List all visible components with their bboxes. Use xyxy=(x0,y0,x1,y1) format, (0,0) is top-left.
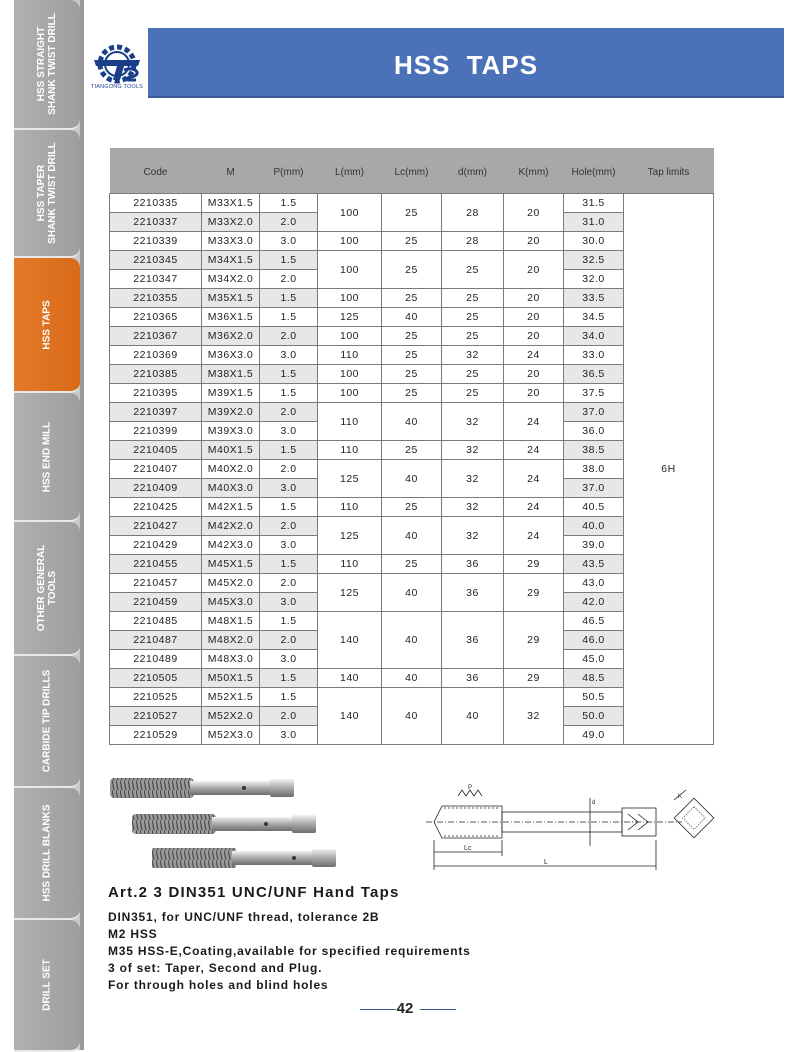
cell-code: 2210457 xyxy=(110,574,202,593)
cell-length: 125 xyxy=(318,574,382,612)
cell-thread: M52X2.0 xyxy=(202,707,260,726)
cell-length: 140 xyxy=(318,612,382,669)
cell-hole: 50.5 xyxy=(564,688,624,707)
cell-pitch: 1.5 xyxy=(260,612,318,631)
cell-code: 2210399 xyxy=(110,422,202,441)
cell-square: 20 xyxy=(504,289,564,308)
cell-code: 2210339 xyxy=(110,232,202,251)
table-row xyxy=(110,441,714,460)
column-header: Hole(mm) xyxy=(564,148,624,194)
cell-length: 110 xyxy=(318,403,382,441)
table-row xyxy=(110,669,714,688)
product-desc-line: For through holes and blind holes xyxy=(108,978,329,992)
cell-square: 20 xyxy=(504,232,564,251)
table-row xyxy=(110,384,714,403)
cell-thread-length: 25 xyxy=(382,251,442,289)
cell-thread: M48X3.0 xyxy=(202,650,260,669)
cell-thread: M50X1.5 xyxy=(202,669,260,688)
cell-hole: 30.0 xyxy=(564,232,624,251)
cell-hole: 40.0 xyxy=(564,517,624,536)
cell-square: 24 xyxy=(504,498,564,517)
cell-shank-diameter: 32 xyxy=(442,460,504,498)
cell-thread-length: 40 xyxy=(382,688,442,745)
column-header: Code xyxy=(110,148,202,194)
side-tab-hss-end-mill[interactable] xyxy=(14,393,80,522)
taps-table xyxy=(109,148,714,745)
cell-hole: 34.5 xyxy=(564,308,624,327)
side-tab-drill-set[interactable] xyxy=(14,920,80,1052)
table-row xyxy=(110,289,714,308)
title-banner xyxy=(148,28,784,98)
cell-code: 2210455 xyxy=(110,555,202,574)
cell-length: 100 xyxy=(318,327,382,346)
cell-length: 125 xyxy=(318,460,382,498)
cell-code: 2210337 xyxy=(110,213,202,232)
cell-thread: M38X1.5 xyxy=(202,365,260,384)
side-tab-label: DRILL SET xyxy=(41,959,53,1011)
cell-shank-diameter: 25 xyxy=(442,327,504,346)
label-lc: Lc xyxy=(464,845,472,852)
cell-hole: 32.5 xyxy=(564,251,624,270)
cell-pitch: 2.0 xyxy=(260,403,318,422)
cell-hole: 39.0 xyxy=(564,536,624,555)
table-header-row xyxy=(110,148,714,194)
cell-hole: 50.0 xyxy=(564,707,624,726)
cell-thread-length: 25 xyxy=(382,365,442,384)
cell-hole: 37.5 xyxy=(564,384,624,403)
cell-square: 24 xyxy=(504,517,564,555)
cell-hole: 40.5 xyxy=(564,498,624,517)
cell-thread-length: 25 xyxy=(382,555,442,574)
cell-thread-length: 40 xyxy=(382,460,442,498)
table-row xyxy=(110,346,714,365)
cell-pitch: 1.5 xyxy=(260,365,318,384)
table-row xyxy=(110,688,714,707)
cell-hole: 31.5 xyxy=(564,194,624,213)
side-tab-carbide-tip-drills[interactable] xyxy=(14,656,80,788)
cell-length: 100 xyxy=(318,251,382,289)
table-row xyxy=(110,365,714,384)
cell-shank-diameter: 32 xyxy=(442,517,504,555)
cell-thread: M45X3.0 xyxy=(202,593,260,612)
cell-thread: M40X3.0 xyxy=(202,479,260,498)
cell-length: 110 xyxy=(318,346,382,365)
cell-pitch: 2.0 xyxy=(260,213,318,232)
cell-shank-diameter: 25 xyxy=(442,308,504,327)
cell-thread-length: 25 xyxy=(382,232,442,251)
cell-shank-diameter: 32 xyxy=(442,346,504,365)
cell-pitch: 1.5 xyxy=(260,289,318,308)
cell-hole: 48.5 xyxy=(564,669,624,688)
cell-pitch: 2.0 xyxy=(260,327,318,346)
table-row xyxy=(110,555,714,574)
side-tab-hss-straight-shank-twist-drill[interactable] xyxy=(14,0,80,130)
cell-shank-diameter: 28 xyxy=(442,194,504,232)
cell-thread: M40X2.0 xyxy=(202,460,260,479)
side-tab-hss-taper-shank-twist-drill[interactable] xyxy=(14,130,80,258)
cell-length: 110 xyxy=(318,555,382,574)
cell-square: 20 xyxy=(504,308,564,327)
cell-square: 24 xyxy=(504,403,564,441)
table-row xyxy=(110,403,714,422)
cell-thread-length: 25 xyxy=(382,498,442,517)
cell-length: 100 xyxy=(318,384,382,403)
tap-taper xyxy=(110,778,294,798)
cell-thread-length: 40 xyxy=(382,403,442,441)
cell-code: 2210407 xyxy=(110,460,202,479)
cell-thread-length: 40 xyxy=(382,612,442,669)
cell-shank-diameter: 36 xyxy=(442,612,504,669)
cell-shank-diameter: 40 xyxy=(442,688,504,745)
page-number: 42 xyxy=(396,1000,414,1017)
cell-code: 2210397 xyxy=(110,403,202,422)
cell-hole: 32.0 xyxy=(564,270,624,289)
table-row xyxy=(110,574,714,593)
cell-pitch: 2.0 xyxy=(260,517,318,536)
tap-dimension-diagram xyxy=(424,780,724,876)
side-tab-label: HSS DRILL BLANKS xyxy=(41,804,53,902)
cell-code: 2210385 xyxy=(110,365,202,384)
cell-square: 20 xyxy=(504,365,564,384)
cell-square: 24 xyxy=(504,441,564,460)
cell-thread: M36X1.5 xyxy=(202,308,260,327)
side-tab-hss-drill-blanks[interactable] xyxy=(14,788,80,920)
cell-length: 140 xyxy=(318,669,382,688)
cell-pitch: 2.0 xyxy=(260,270,318,289)
cell-length: 110 xyxy=(318,498,382,517)
cell-square: 29 xyxy=(504,669,564,688)
cell-square: 24 xyxy=(504,346,564,365)
cell-square: 24 xyxy=(504,460,564,498)
cell-thread: M39X2.0 xyxy=(202,403,260,422)
cell-length: 125 xyxy=(318,517,382,555)
product-title: Art.2 3 DIN351 UNC/UNF Hand Taps xyxy=(108,884,400,901)
cell-code: 2210345 xyxy=(110,251,202,270)
cell-hole: 37.0 xyxy=(564,479,624,498)
table-row xyxy=(110,517,714,536)
column-header: P(mm) xyxy=(260,148,318,194)
side-tab-label: HSS TAPS xyxy=(41,299,53,350)
cell-code: 2210487 xyxy=(110,631,202,650)
cell-square: 29 xyxy=(504,574,564,612)
cell-thread-length: 40 xyxy=(382,517,442,555)
cell-thread: M45X1.5 xyxy=(202,555,260,574)
cell-square: 20 xyxy=(504,194,564,232)
label-p: P xyxy=(468,785,473,791)
cell-code: 2210489 xyxy=(110,650,202,669)
table-body xyxy=(110,194,714,745)
cell-pitch: 1.5 xyxy=(260,555,318,574)
cell-thread-length: 25 xyxy=(382,289,442,308)
cell-pitch: 2.0 xyxy=(260,631,318,650)
cell-pitch: 1.5 xyxy=(260,251,318,270)
side-tab-label: HSS END MILL xyxy=(41,421,53,492)
label-k: K xyxy=(678,794,683,800)
cell-square: 20 xyxy=(504,327,564,346)
cell-code: 2210355 xyxy=(110,289,202,308)
cell-shank-diameter: 25 xyxy=(442,251,504,289)
cell-pitch: 1.5 xyxy=(260,441,318,460)
cell-hole: 33.0 xyxy=(564,346,624,365)
table-row xyxy=(110,194,714,213)
cell-thread-length: 40 xyxy=(382,669,442,688)
cell-hole: 38.5 xyxy=(564,441,624,460)
product-desc-line: DIN351, for UNC/UNF thread, tolerance 2B xyxy=(108,910,380,924)
cell-square: 20 xyxy=(504,251,564,289)
column-header: Tap limits xyxy=(624,148,714,194)
cell-thread: M52X3.0 xyxy=(202,726,260,745)
cell-code: 2210367 xyxy=(110,327,202,346)
cell-code: 2210335 xyxy=(110,194,202,213)
cell-code: 2210505 xyxy=(110,669,202,688)
cell-length: 100 xyxy=(318,365,382,384)
cell-hole: 46.0 xyxy=(564,631,624,650)
cell-hole: 36.5 xyxy=(564,365,624,384)
cell-pitch: 1.5 xyxy=(260,194,318,213)
side-tab-label: HSS STRAIGHT SHANK TWIST DRILL xyxy=(36,13,58,115)
product-desc-line: M35 HSS-E,Coating,available for specified requirements xyxy=(108,944,471,958)
cell-hole: 46.5 xyxy=(564,612,624,631)
cell-thread-length: 25 xyxy=(382,327,442,346)
cell-shank-diameter: 32 xyxy=(442,441,504,460)
cell-thread-length: 25 xyxy=(382,441,442,460)
cell-thread: M33X1.5 xyxy=(202,194,260,213)
cell-pitch: 2.0 xyxy=(260,574,318,593)
cell-pitch: 3.0 xyxy=(260,593,318,612)
page-number-rule-right xyxy=(420,1009,456,1010)
label-l: L xyxy=(544,859,548,866)
cell-shank-diameter: 25 xyxy=(442,365,504,384)
cell-tap-limits: 6H xyxy=(624,194,714,745)
cell-length: 100 xyxy=(318,232,382,251)
side-tab-label: HSS TAPER SHANK TWIST DRILL xyxy=(36,142,58,244)
cell-hole: 43.0 xyxy=(564,574,624,593)
cell-pitch: 3.0 xyxy=(260,422,318,441)
cell-thread: M40X1.5 xyxy=(202,441,260,460)
side-tab-hss-taps[interactable] xyxy=(14,258,80,393)
table-row xyxy=(110,498,714,517)
cell-shank-diameter: 36 xyxy=(442,555,504,574)
cell-shank-diameter: 36 xyxy=(442,669,504,688)
cell-square: 20 xyxy=(504,384,564,403)
cell-code: 2210459 xyxy=(110,593,202,612)
cell-code: 2210527 xyxy=(110,707,202,726)
cell-thread: M48X2.0 xyxy=(202,631,260,650)
cell-pitch: 1.5 xyxy=(260,669,318,688)
side-tab-label: OTHER GENERAL TOOLS xyxy=(36,544,58,632)
cell-code: 2210529 xyxy=(110,726,202,745)
cell-thread: M48X1.5 xyxy=(202,612,260,631)
cell-code: 2210427 xyxy=(110,517,202,536)
label-d: d xyxy=(592,800,596,806)
cell-thread-length: 25 xyxy=(382,384,442,403)
cell-thread: M35X1.5 xyxy=(202,289,260,308)
table-row xyxy=(110,232,714,251)
page-title: HSS TAPS xyxy=(393,50,539,80)
cell-pitch: 1.5 xyxy=(260,498,318,517)
cell-shank-diameter: 32 xyxy=(442,403,504,441)
cell-hole: 36.0 xyxy=(564,422,624,441)
cell-length: 140 xyxy=(318,688,382,745)
cell-thread: M42X1.5 xyxy=(202,498,260,517)
cell-pitch: 3.0 xyxy=(260,232,318,251)
cell-pitch: 2.0 xyxy=(260,460,318,479)
cell-pitch: 1.5 xyxy=(260,384,318,403)
column-header: K(mm) xyxy=(504,148,564,194)
cell-thread: M42X3.0 xyxy=(202,536,260,555)
table-row xyxy=(110,327,714,346)
cell-thread-length: 25 xyxy=(382,346,442,365)
cell-shank-diameter: 36 xyxy=(442,574,504,612)
cell-hole: 38.0 xyxy=(564,460,624,479)
cell-pitch: 3.0 xyxy=(260,346,318,365)
cell-thread: M34X2.0 xyxy=(202,270,260,289)
cell-thread: M52X1.5 xyxy=(202,688,260,707)
cell-thread: M34X1.5 xyxy=(202,251,260,270)
cell-thread: M42X2.0 xyxy=(202,517,260,536)
cell-shank-diameter: 25 xyxy=(442,384,504,403)
table-row xyxy=(110,251,714,270)
table-row xyxy=(110,612,714,631)
cell-hole: 49.0 xyxy=(564,726,624,745)
cell-hole: 42.0 xyxy=(564,593,624,612)
cell-code: 2210365 xyxy=(110,308,202,327)
cell-thread: M36X2.0 xyxy=(202,327,260,346)
product-desc-line: 3 of set: Taper, Second and Plug. xyxy=(108,961,323,975)
cell-pitch: 1.5 xyxy=(260,308,318,327)
cell-shank-diameter: 32 xyxy=(442,498,504,517)
column-header: d(mm) xyxy=(442,148,504,194)
cell-thread: M45X2.0 xyxy=(202,574,260,593)
cell-code: 2210369 xyxy=(110,346,202,365)
cell-thread-length: 25 xyxy=(382,194,442,232)
cell-code: 2210347 xyxy=(110,270,202,289)
cell-hole: 31.0 xyxy=(564,213,624,232)
cell-square: 32 xyxy=(504,688,564,745)
table-row xyxy=(110,308,714,327)
hand-taps-illustration xyxy=(104,770,354,882)
cell-hole: 37.0 xyxy=(564,403,624,422)
column-header: L(mm) xyxy=(318,148,382,194)
cell-length: 125 xyxy=(318,308,382,327)
cell-shank-diameter: 25 xyxy=(442,289,504,308)
cell-code: 2210429 xyxy=(110,536,202,555)
cell-thread: M39X1.5 xyxy=(202,384,260,403)
cell-code: 2210405 xyxy=(110,441,202,460)
cell-length: 100 xyxy=(318,194,382,232)
column-header: M xyxy=(202,148,260,194)
cell-code: 2210485 xyxy=(110,612,202,631)
cell-hole: 33.5 xyxy=(564,289,624,308)
cell-code: 2210409 xyxy=(110,479,202,498)
cell-thread-length: 40 xyxy=(382,574,442,612)
product-desc-line: M2 HSS xyxy=(108,927,158,941)
side-tab-label: CARBIDE TIP DRILLS xyxy=(41,669,53,773)
cell-hole: 43.5 xyxy=(564,555,624,574)
column-header: Lc(mm) xyxy=(382,148,442,194)
cell-hole: 45.0 xyxy=(564,650,624,669)
side-tab-other-general-tools[interactable] xyxy=(14,522,80,656)
taps-table-container xyxy=(109,148,713,745)
cell-thread: M39X3.0 xyxy=(202,422,260,441)
cell-code: 2210425 xyxy=(110,498,202,517)
cell-pitch: 3.0 xyxy=(260,726,318,745)
cell-square: 29 xyxy=(504,612,564,669)
cell-pitch: 2.0 xyxy=(260,707,318,726)
cell-code: 2210395 xyxy=(110,384,202,403)
cell-pitch: 3.0 xyxy=(260,650,318,669)
cell-pitch: 3.0 xyxy=(260,536,318,555)
cell-pitch: 1.5 xyxy=(260,688,318,707)
cell-thread-length: 40 xyxy=(382,308,442,327)
table-row xyxy=(110,460,714,479)
cell-pitch: 3.0 xyxy=(260,479,318,498)
logo-text: TIANGONG TOOLS xyxy=(90,84,144,90)
tap-second xyxy=(132,814,316,834)
cell-thread: M33X2.0 xyxy=(202,213,260,232)
cell-code: 2210525 xyxy=(110,688,202,707)
cell-shank-diameter: 28 xyxy=(442,232,504,251)
cell-length: 100 xyxy=(318,289,382,308)
cell-square: 29 xyxy=(504,555,564,574)
cell-length: 110 xyxy=(318,441,382,460)
cell-thread: M33X3.0 xyxy=(202,232,260,251)
tap-plug xyxy=(152,848,336,868)
cell-thread: M36X3.0 xyxy=(202,346,260,365)
cell-hole: 34.0 xyxy=(564,327,624,346)
